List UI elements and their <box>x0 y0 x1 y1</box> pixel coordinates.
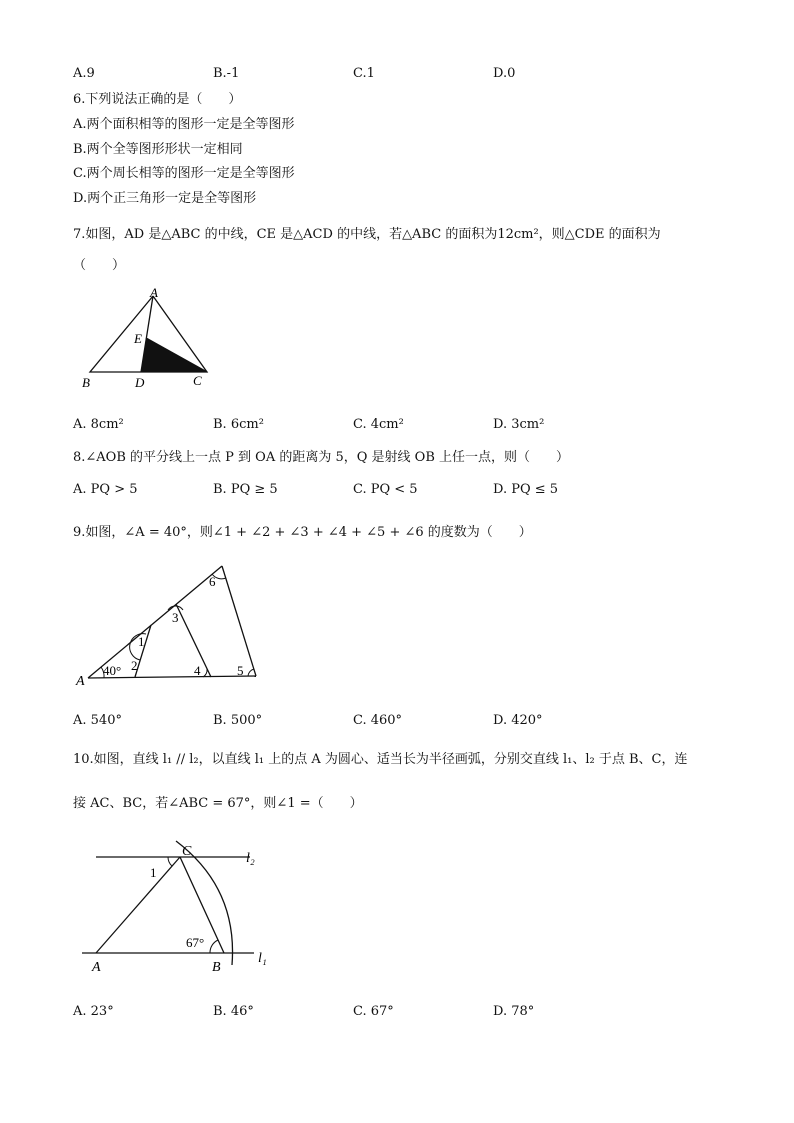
q8-option-c: C. PQ < 5 <box>353 482 418 497</box>
q6-option-b: B.两个全等图形形状一定相同 <box>73 142 243 157</box>
q7-label-a: A <box>150 285 158 300</box>
q9-figure <box>70 558 270 690</box>
q6-option-c: C.两个周长相等的图形一定是全等图形 <box>73 166 295 181</box>
q9-option-c: C. 460° <box>353 713 403 728</box>
q7-option-b: B. 6cm² <box>213 417 264 432</box>
q7-label-c: C <box>193 373 202 388</box>
q7-label-e: E <box>134 331 142 346</box>
q7-stem: 7.如图，AD 是△ABC 的中线，CE 是△ACD 的中线，若△ABC 的面积为12cm²，则△CDE 的面积为 <box>73 227 661 242</box>
q9-label-40: 40° <box>103 663 122 678</box>
q10-figure <box>80 833 280 978</box>
q9-label-2: 2 <box>131 658 138 673</box>
q6-option-d: D.两个正三角形一定是全等图形 <box>73 191 257 206</box>
q9-option-d: D. 420° <box>493 713 543 728</box>
q6-option-a: A.两个面积相等的图形一定是全等图形 <box>73 117 295 132</box>
q8-option-b: B. PQ ≥ 5 <box>213 482 278 497</box>
q7-label-d: D <box>135 375 145 390</box>
q10-label-c: C <box>182 844 192 859</box>
q7-option-d: D. 3cm² <box>493 417 545 432</box>
q10-option-a: A. 23° <box>73 1004 114 1019</box>
q10-label-a: A <box>92 960 101 975</box>
q7-option-a: A. 8cm² <box>73 417 124 432</box>
q10-label-l2: l₂ <box>246 851 255 866</box>
q9-label-3: 3 <box>172 610 179 625</box>
q9-option-a: A. 540° <box>73 713 122 728</box>
q9-label-1: 1 <box>138 634 145 649</box>
q5-option-d: D.0 <box>493 66 516 81</box>
q9-stem: 9.如图，∠A = 40°，则∠1 + ∠2 + ∠3 + ∠4 + ∠5 + ∠6 的度数为（ ） <box>73 525 532 540</box>
q8-stem: 8.∠AOB 的平分线上一点 P 到 OA 的距离为 5，Q 是射线 OB 上任一点，则（ ） <box>73 450 570 465</box>
q8-option-a: A. PQ > 5 <box>73 482 138 497</box>
q9-label-6: 6 <box>209 574 216 589</box>
q7-label-b: B <box>82 375 90 390</box>
q7-stem-tail: （ ） <box>73 258 126 273</box>
q10-option-c: C. 67° <box>353 1004 394 1019</box>
q6-stem: 6.下列说法正确的是（ ） <box>73 92 242 107</box>
q10-stem-line1: 10.如图，直线 l₁ // l₂，以直线 l₁ 上的点 A 为圆心、适当长为半径画弧，分别交直线 l₁、l₂ 于点 B、C，连 <box>73 752 688 767</box>
q10-option-d: D. 78° <box>493 1004 535 1019</box>
q5-option-a: A.9 <box>73 66 95 81</box>
q10-label-67: 67° <box>186 935 205 950</box>
q5-option-c: C.1 <box>353 66 375 81</box>
q10-option-b: B. 46° <box>213 1004 254 1019</box>
q9-label-4: 4 <box>194 663 201 678</box>
q10-label-b: B <box>212 960 221 975</box>
q10-label-1: 1 <box>150 865 157 880</box>
q7-option-c: C. 4cm² <box>353 417 404 432</box>
q10-label-l1: l₁ <box>258 951 267 966</box>
q9-label-5: 5 <box>237 663 244 678</box>
q9-label-a: A <box>76 674 85 689</box>
q10-stem-line2: 接 AC、BC，若∠ABC = 67°，则∠1 =（ ） <box>73 796 363 811</box>
q7-figure <box>78 285 218 393</box>
q5-option-b: B.-1 <box>213 66 240 81</box>
q9-option-b: B. 500° <box>213 713 263 728</box>
q8-option-d: D. PQ ≤ 5 <box>493 482 559 497</box>
